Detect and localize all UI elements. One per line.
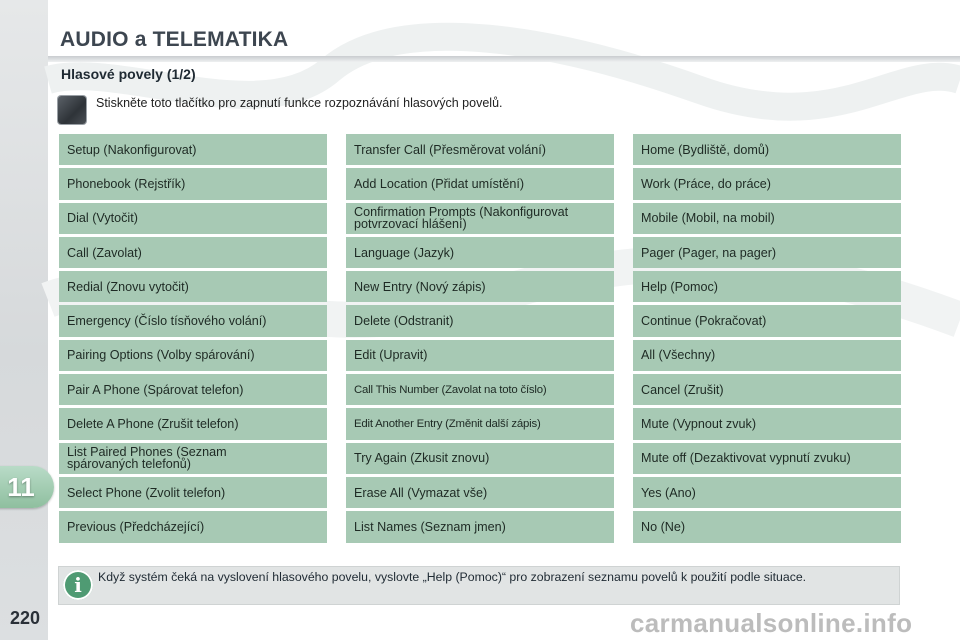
command-cell: Setup (Nakonfigurovat) (59, 134, 327, 165)
command-cell: Pair A Phone (Spárovat telefon) (59, 374, 327, 405)
command-cell: Mute off (Dezaktivovat vypnutí zvuku) (633, 443, 901, 474)
command-cell: Help (Pomoc) (633, 271, 901, 302)
command-cell: Pairing Options (Volby spárování) (59, 340, 327, 371)
watermark: carmanualsonline.info (630, 608, 913, 638)
info-text: Když systém čeká na vyslovení hlasového povelu, vyslovte „Help (Pomoc)“ pro zobrazení seznamu povelů k použití podle situace. (98, 570, 807, 584)
chapter-title: AUDIO a TELEMATIKA (60, 28, 289, 51)
command-cell: Dial (Vytočit) (59, 203, 327, 234)
command-cell: Emergency (Číslo tísňového volání) (59, 305, 327, 336)
command-cell: Pager (Pager, na pager) (633, 237, 901, 268)
command-cell: Delete A Phone (Zrušit telefon) (59, 408, 327, 439)
section-title: Hlasové povely (1/2) (61, 66, 196, 82)
command-cell: Previous (Předcházející) (59, 511, 327, 542)
command-cell: Yes (Ano) (633, 477, 901, 508)
voice-command-button-icon (58, 96, 86, 124)
intro-text: Stiskněte toto tlačítko pro zapnutí funkce rozpoznávání hlasových povelů. (96, 96, 503, 110)
command-cell: Select Phone (Zvolit telefon) (59, 477, 327, 508)
command-cell: Edit (Upravit) (346, 340, 614, 371)
command-cell: No (Ne) (633, 511, 901, 542)
command-cell: Home (Bydliště, domů) (633, 134, 901, 165)
command-cell: Transfer Call (Přesměrovat volání) (346, 134, 614, 165)
info-note (58, 566, 900, 605)
command-cell: Cancel (Zrušit) (633, 374, 901, 405)
command-cell: Add Location (Přidat umístění) (346, 168, 614, 199)
command-cell: Call This Number (Zavolat na toto číslo) (346, 374, 614, 405)
command-cell: Erase All (Vymazat vše) (346, 477, 614, 508)
command-cell: List Names (Seznam jmen) (346, 511, 614, 542)
command-cell: Mute (Vypnout zvuk) (633, 408, 901, 439)
voice-command-table (59, 134, 901, 543)
command-cell: Edit Another Entry (Změnit další zápis) (346, 408, 614, 439)
command-cell: Language (Jazyk) (346, 237, 614, 268)
command-cell: Delete (Odstranit) (346, 305, 614, 336)
command-cell: Mobile (Mobil, na mobil) (633, 203, 901, 234)
chapter-tab (0, 466, 54, 508)
command-cell: All (Všechny) (633, 340, 901, 371)
page-number: 220 (10, 608, 41, 628)
command-cell: Redial (Znovu vytočit) (59, 271, 327, 302)
info-icon: i (63, 570, 93, 600)
command-cell: Confirmation Prompts (Nakonfigurovat potvrzovací hlášení) (346, 203, 614, 234)
left-margin-strip (0, 0, 48, 640)
command-cell: Work (Práce, do práce) (633, 168, 901, 199)
command-cell: Phonebook (Rejstřík) (59, 168, 327, 199)
command-cell: Try Again (Zkusit znovu) (346, 443, 614, 474)
command-cell: List Paired Phones (Seznam spárovaných telefonů) (59, 443, 327, 474)
command-cell: Continue (Pokračovat) (633, 305, 901, 336)
header-divider (48, 56, 960, 62)
command-cell: New Entry (Nový zápis) (346, 271, 614, 302)
command-cell: Call (Zavolat) (59, 237, 327, 268)
chapter-number: 11 (7, 471, 35, 502)
